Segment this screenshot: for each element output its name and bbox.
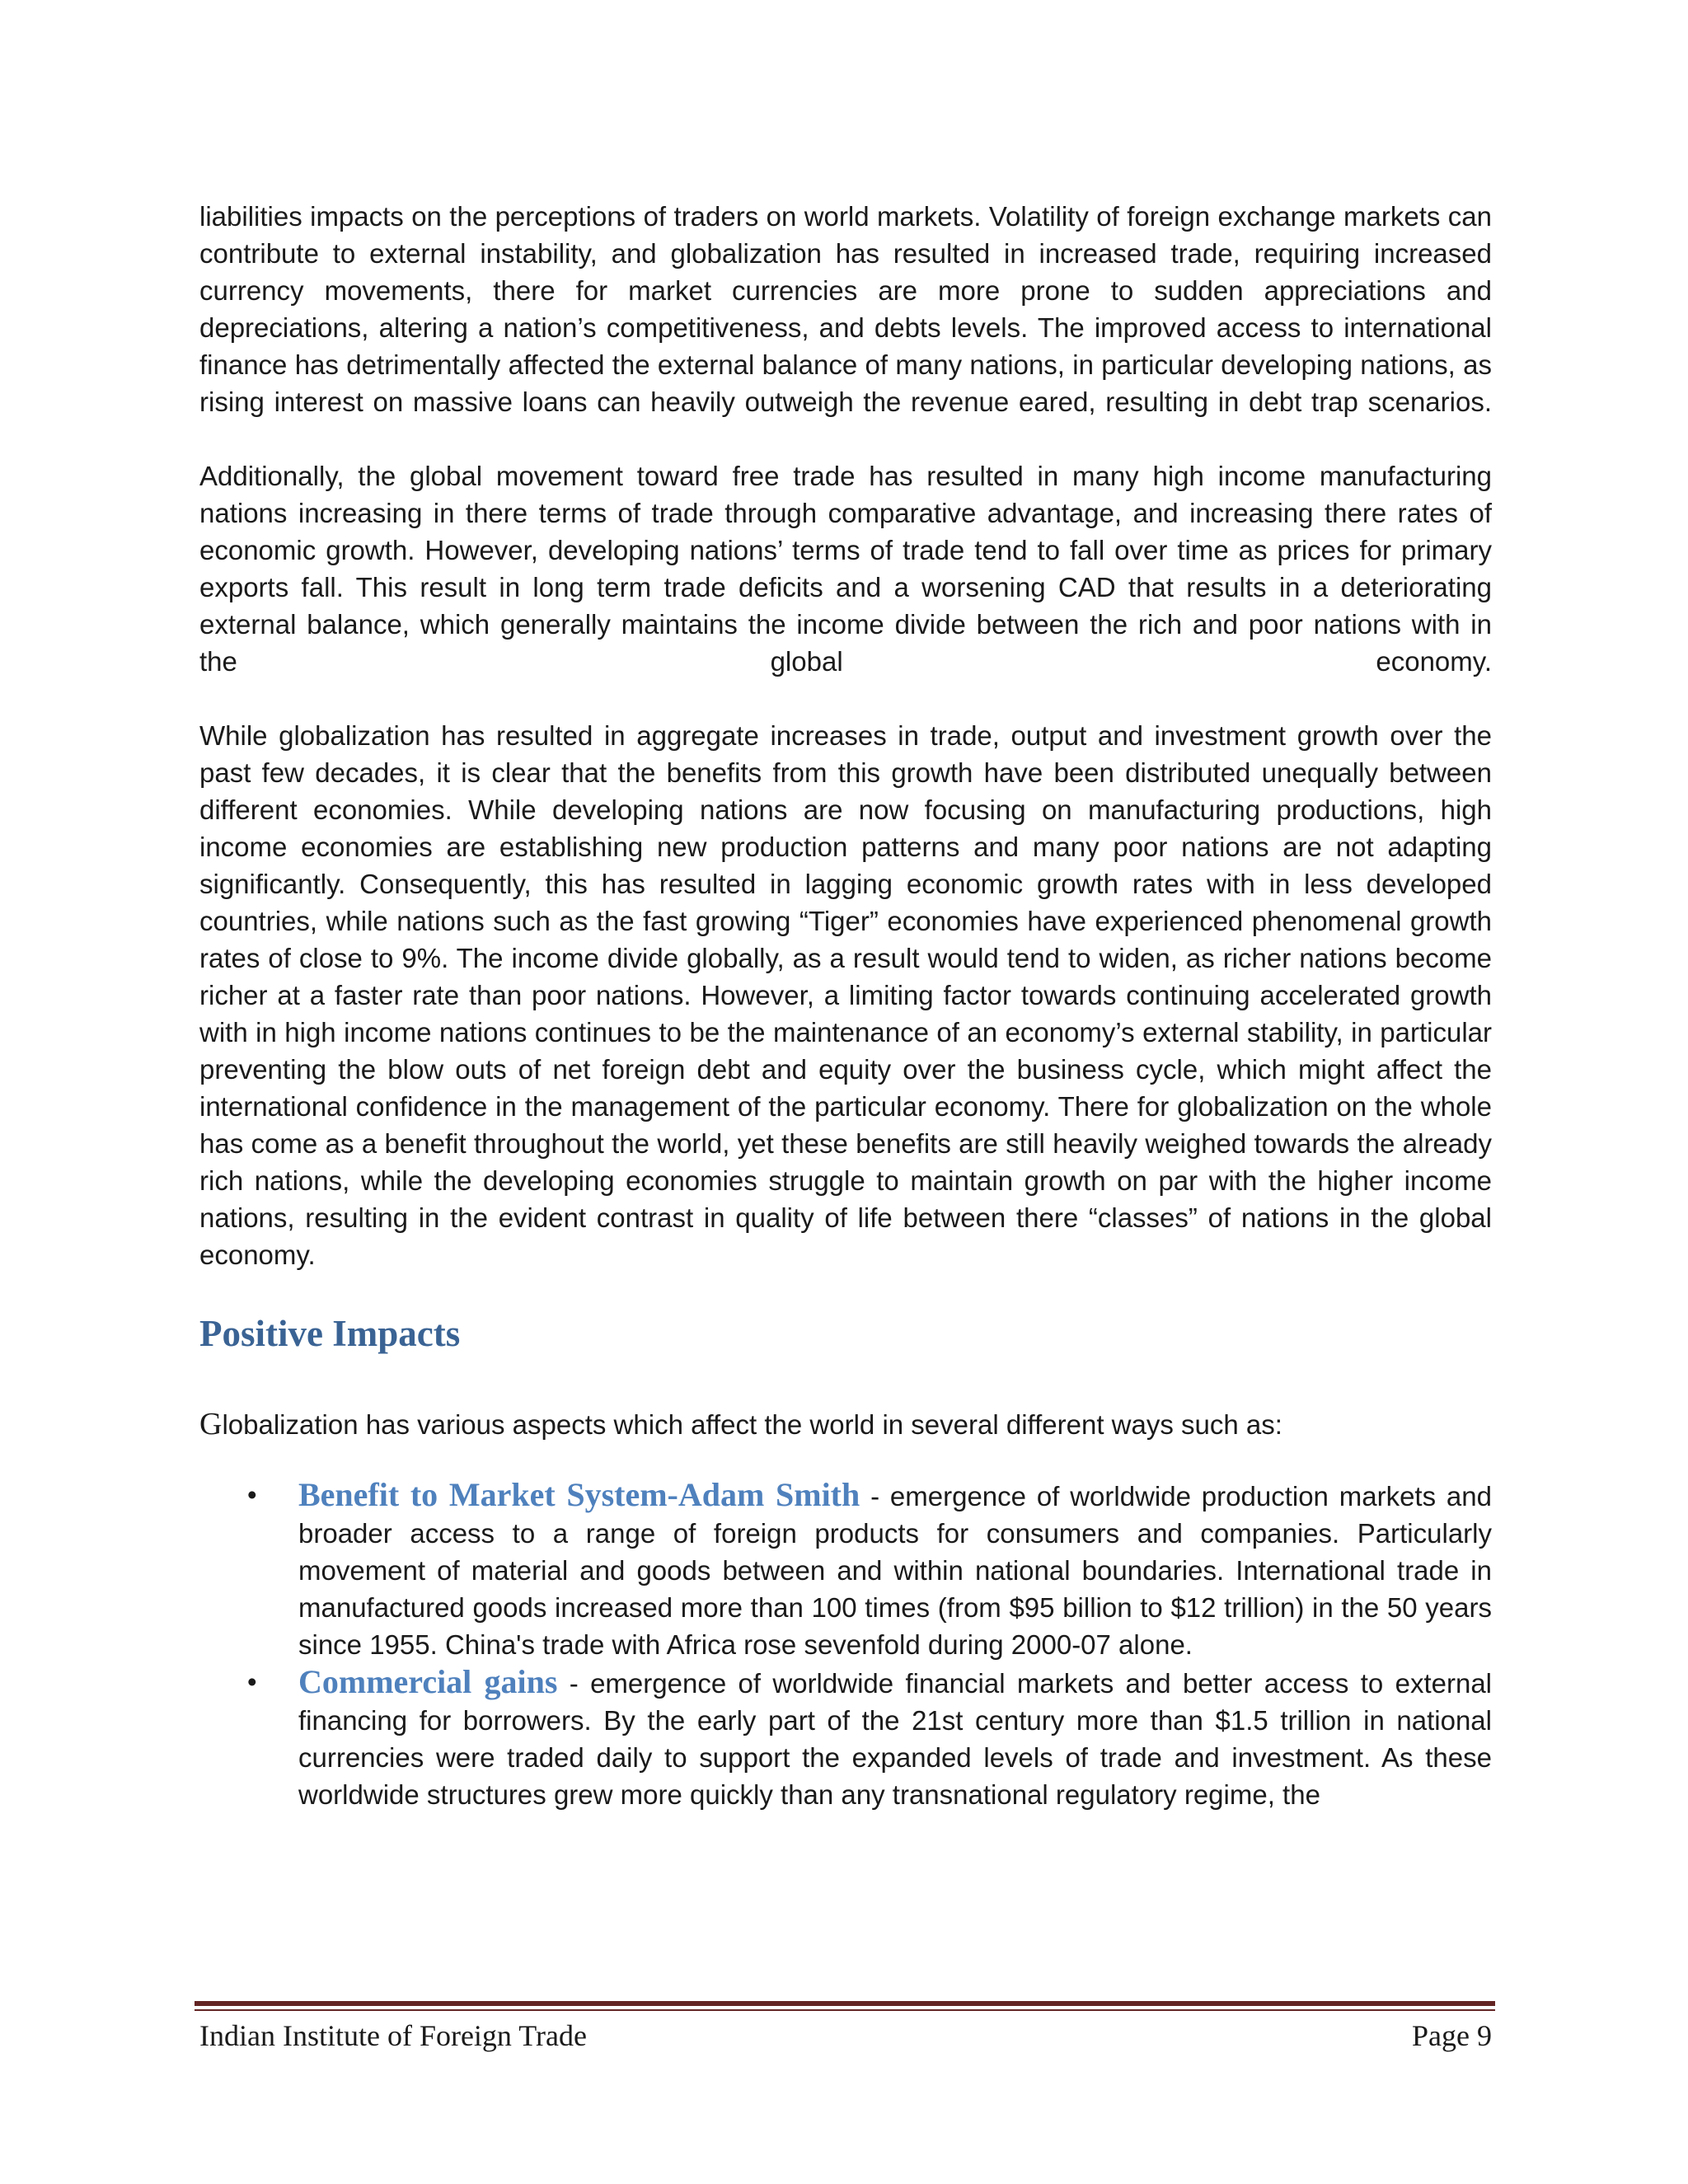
bullet-item-commercial-gains [199,1663,1492,1813]
footer-page-number: Page 9 [1412,2019,1492,2052]
bullet-text: - emergence of worldwide financial markets and better access to external financing for borrowers. By the early part of the 21st century more than $1.5 trillion in national currencies were traded daily to support the expanded levels of trade and investment. As these worldwide structures grew more quickly than any transnational regulatory regime, the [298,1668,1493,1810]
footer-rule-thick [195,2001,1495,2006]
document-page [199,198,1492,1813]
bullet-term: Benefit to Market System-Adam Smith [298,1476,860,1513]
footer-institute: Indian Institute of Foreign Trade [199,2019,587,2052]
section-intro [199,1406,1492,1443]
bullet-list [199,1476,1492,1813]
bullet-text: - emergence of worldwide production markets and broader access to a range of foreign products for consumers and companies. Particularly movement of material and goods between and within national boundaries. International trade in manufactured goods increased more than 100 times (from $95 billion to $12 trillion) in the 50 years since 1955. China's trade with Africa rose sevenfold during 2000-07 alone. [298,1481,1492,1660]
bullet-dot-icon: • [247,1479,257,1510]
body-paragraph-3: While globalization has resulted in aggregate increases in trade, output and investment growth over the past few decades, it is clear that the benefits from this growth have been distributed unequally between different economies. While developing nations are now focusing on manufacturing productions, high income economies are establishing new production patterns and many poor nations are not adapting significantly. Consequently, this has resulted in lagging economic growth rates with in less developed countries, while nations such as the fast growing “Tiger” economies have experienced phenomenal growth rates of close to 9%. The income divide globally, as a result would tend to widen, as richer nations become richer at a faster rate than poor nations. However, a limiting factor towards continuing accelerated growth with in high income nations continues to be the maintenance of an economy’s external stability, in particular preventing the blow outs of net foreign debt and equity over the business cycle, which might affect the international confidence in the management of the particular economy. There for globalization on the whole has come as a benefit throughout the world, yet these benefits are still heavily weighed towards the already rich nations, while the developing economies struggle to maintain growth on par with the higher income nations, resulting in the evident contrast in quality of life between there “classes” of nations in the global economy. [199,720,1492,1270]
section-heading: Positive Impacts [199,1313,461,1354]
intro-initial: G [199,1407,223,1441]
bullet-item-market-system [199,1476,1492,1663]
body-paragraph-2: Additionally, the global movement toward free trade has resulted in many high income manufacturing nations increasing in there terms of trade through comparative advantage, and increasing there rates of economic growth. However, developing nations’ terms of trade tend to fall over time as prices for primary exports fall. This result in long term trade deficits and a worsening CAD that results in a deteriorating external balance, which generally maintains the income divide between the rich and poor nations with in the global economy. [199,461,1492,677]
intro-text: lobalization has various aspects which affect the world in several different ways such as: [222,1409,1282,1440]
bullet-dot-icon: • [247,1666,257,1697]
bullet-term: Commercial gains [298,1663,558,1700]
body-paragraph-1: liabilities impacts on the perceptions of traders on world markets. Volatility of foreign exchange markets can contribute to external instability, and globalization has resulted in increased trade, requiring increased currency movements, there for market currencies are more prone to sudden appreciations and depreciations, altering a nation’s competitiveness, and debts levels. The improved access to international finance has detrimentally affected the external balance of many nations, in particular developing nations, as rising interest on massive loans can heavily outweigh the revenue eared, resulting in debt trap scenarios. [199,201,1492,417]
footer-rule-thin [195,2009,1495,2011]
page-footer [199,2018,1492,2054]
